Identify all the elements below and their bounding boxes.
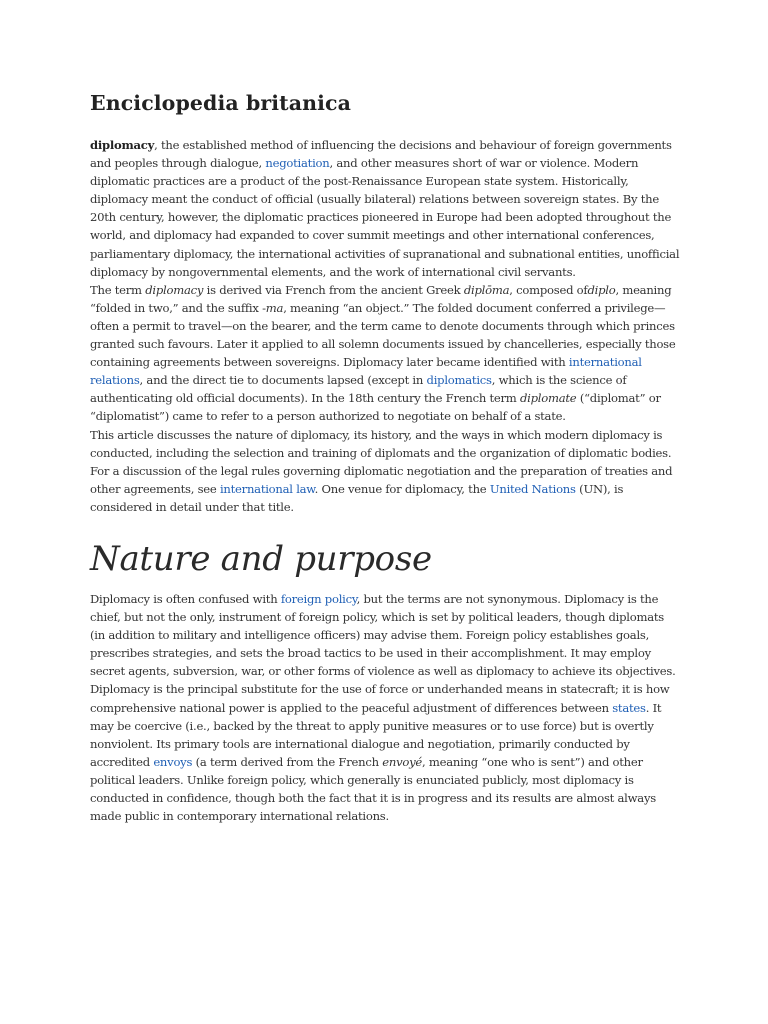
- italic-term: diplōma: [463, 282, 510, 297]
- text-span: This article discusses the nature of diplomacy, its history, and the ways in which modern diplomacy is conducted, including the selection and training of diplomats and the organization of diplomatic bodies. For a discussion of the legal rules governing diplomatic negotiation and the preparation of treaties and other agreements, see: [90, 427, 673, 496]
- nature-paragraph-1: [90, 590, 680, 825]
- text-span: , and other measures short of war or violence. Modern diplomatic practices are a product of the post-Renaissance European state system. Historically, diplomacy meant the conduct of official (usually bilateral) relations between sovereign states. By the 20th century, however, the diplomatic practices pioneered in Europe had been adopted throughout the world, and diplomacy had expanded to cover summit meetings and other international conferences, parliamentary diplomacy, the international activities of supranational and subnational entities, unofficial diplomacy by nongovernmental elements, and the work of international civil servants.: [90, 156, 680, 279]
- document-title: Enciclopedia britanica: [90, 91, 351, 115]
- text-span: , but the terms are not synonymous. Diplomacy is the chief, but not the only, instrument of foreign policy, which is set by political leaders, though diplomats (in addition to military and intelligence officers) may advise them. Foreign policy establishes goals, prescribes strategies, and sets the broad tactics to be used in their accomplishment. It may employ secret agents, subversion, war, or other forms of violence as well as diplomacy to achieve its objectives. Diplomacy is the principal substitute for the use of force or underhanded means in statecraft; it is how comprehensive national power is applied to the peaceful adjustment of differences between: [90, 591, 676, 715]
- link-international-relations[interactable]: international relations: [90, 355, 642, 388]
- link-negotiation[interactable]: negotiation: [265, 156, 330, 171]
- intro-paragraph-1: [90, 136, 680, 281]
- text-span: (UN), is considered in detail under that title.: [90, 481, 624, 514]
- text-span: , which is the science of authenticating old official documents). In the 18th century the French term: [90, 373, 627, 406]
- link-diplomatics[interactable]: diplomatics: [426, 373, 492, 388]
- text-span: The term: [90, 282, 146, 297]
- italic-term: ma: [265, 300, 284, 315]
- text-span: Diplomacy is often confused with: [90, 591, 281, 606]
- intro-section: [90, 136, 680, 516]
- text-span: . One venue for diplomacy, the: [314, 481, 490, 496]
- link-envoys[interactable]: envoys: [153, 754, 193, 769]
- intro-paragraph-3: [90, 426, 680, 516]
- italic-term: diplomate: [519, 391, 577, 406]
- text-span: , composed of: [509, 282, 588, 297]
- italic-term: envoyé: [382, 754, 423, 769]
- text-span: . It may be coercive (i.e., backed by the threat to apply punitive measures or to use force) but is overtly nonviolent. Its primary tools are international dialogue and negotiation, primarily conducted by accredited: [90, 700, 662, 769]
- text-span: , meaning “an object.” The folded document conferred a privilege—often a permit to travel—on the bearer, and the term came to denote documents through which princes granted such favours. Later it applied to all solemn documents issued by chancelleries, especially those containing agreements between sovereigns. Diplomacy later became identified with: [90, 300, 676, 370]
- nature-section: [90, 590, 680, 825]
- link-foreign-policy[interactable]: foreign policy: [280, 591, 357, 606]
- document-page: [90, 86, 680, 825]
- italic-term: diplomacy: [145, 282, 204, 297]
- text-span: , and the direct tie to documents lapsed (except in: [139, 373, 427, 388]
- link-united-nations[interactable]: United Nations: [489, 481, 576, 496]
- text-span: , meaning “one who is sent”) and other political leaders. Unlike foreign policy, which generally is enunciated publicly, most diplomacy is conducted in confidence, though both the fact that it is in progress and its results are almost always made public in contemporary international relations.: [90, 754, 656, 824]
- link-states[interactable]: states: [612, 700, 646, 715]
- text-span: is derived via French from the ancient Greek: [203, 282, 464, 297]
- text-span: (“diplomat” or “diplomatist”) came to refer to a person authorized to negotiate on behalf of a state.: [90, 391, 661, 424]
- section-heading-nature-and-purpose: Nature and purpose: [90, 538, 432, 579]
- italic-term: diplo: [587, 282, 616, 297]
- intro-paragraph-2: [90, 281, 680, 426]
- link-international-law[interactable]: international law: [219, 481, 315, 496]
- text-span: (a term derived from the French: [192, 754, 383, 769]
- term-diplomacy: diplomacy: [90, 138, 155, 152]
- text-span: , meaning “folded in two,” and the suffix -: [90, 282, 672, 315]
- text-span: , the established method of influencing the decisions and behaviour of foreign governments and peoples through dialogue,: [90, 138, 672, 171]
